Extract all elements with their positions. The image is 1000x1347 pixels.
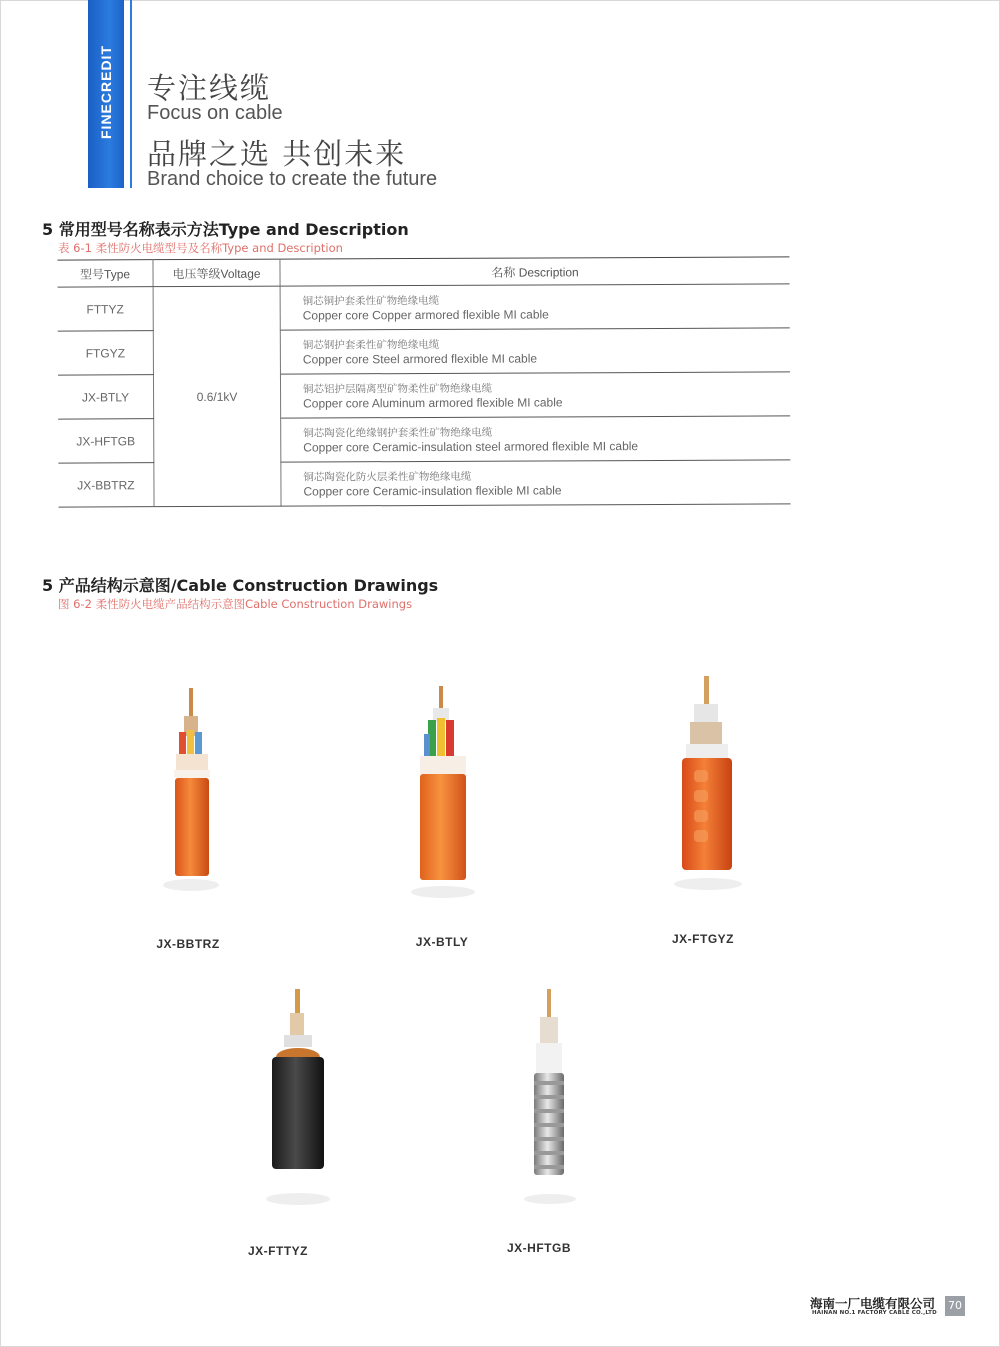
cable-label: JX-HFTGB: [507, 1241, 571, 1255]
column-header-description: 名称 Description: [280, 257, 790, 286]
cable-label: JX-BTLY: [415, 935, 469, 949]
type-description-table: [57, 256, 790, 507]
description-cn: 铜芯铜护套柔性矿物绝缘电缆: [302, 294, 440, 308]
type-cell: FTGYZ: [58, 331, 154, 375]
section-subtitle-type: 表 6-1 柔性防火电缆型号及名称Type and Description: [58, 241, 343, 255]
cable-image-jx-bbtrz: [160, 680, 224, 910]
description-en: Copper core Ceramic-insulation steel armored flexible MI cable: [303, 438, 639, 455]
company-name-cn: 海南一厂电缆有限公司: [810, 1296, 936, 1311]
type-cell: JX-BBTRZ: [58, 463, 154, 507]
cable-image-jx-fttyz: [262, 985, 334, 1215]
description-en: Copper core Ceramic-insulation flexible MI cable: [303, 482, 562, 499]
cable-image-jx-hftgb: [522, 985, 578, 1215]
brand-name: FINECREDIT: [98, 45, 114, 139]
type-cell: FTTYZ: [58, 287, 154, 331]
company-name-en: HAINAN NO.1 FACTORY CABLE CO.,LTD: [812, 1310, 937, 1316]
table-row: [58, 284, 790, 331]
cable-label: JX-FTGYZ: [671, 932, 734, 946]
section-title-type: 5 常用型号名称表示方法Type and Description: [42, 220, 409, 239]
cable-label: JX-BBTRZ: [156, 937, 220, 951]
heading-en-brand: Brand choice to create the future: [147, 168, 438, 190]
voltage-cell: 0.6/1kV: [153, 286, 281, 507]
description-en: Copper core Copper armored flexible MI cable: [302, 306, 549, 323]
description-cn: 铜芯钢护套柔性矿物绝缘电缆: [302, 338, 440, 352]
description-en: Copper core Steel armored flexible MI cable: [302, 351, 538, 367]
description-cell: [281, 416, 791, 462]
description-cn: 铜芯陶瓷化绝缘钢护套柔性矿物绝缘电缆: [303, 426, 493, 440]
description-cell: [280, 284, 790, 330]
heading-en-focus: Focus on cable: [147, 102, 283, 124]
heading-cn-focus: 专注线缆: [147, 71, 272, 105]
column-header-voltage: 电压等级Voltage: [153, 259, 280, 287]
table-header-row: [57, 257, 789, 287]
description-cn: 铜芯陶瓷化防火层柔性矿物绝缘电缆: [303, 470, 472, 484]
description-cell: [280, 372, 790, 418]
description-cell: [281, 460, 791, 506]
cable-image-jx-btly: [408, 680, 478, 910]
cable-label: JX-FTTYZ: [248, 1244, 308, 1258]
type-cell: JX-BTLY: [58, 375, 154, 419]
section-subtitle-construction: 图 6-2 柔性防火电缆产品结构示意图Cable Construction Drawings: [58, 597, 413, 611]
type-cell: JX-HFTGB: [58, 419, 154, 463]
description-cell: [280, 328, 790, 374]
description-cn: 铜芯铝护层隔离型矿物柔性矿物绝缘电缆: [303, 382, 493, 396]
cable-image-jx-ftgyz: [670, 672, 744, 902]
page-number: 70: [945, 1296, 965, 1316]
heading-cn-brand: 品牌之选 共创未来: [147, 137, 407, 171]
description-en: Copper core Aluminum armored flexible MI cable: [303, 394, 563, 411]
section-title-construction: 5 产品结构示意图/Cable Construction Drawings: [42, 576, 439, 595]
column-header-type: 型号Type: [57, 260, 153, 287]
brand-divider: [130, 0, 132, 188]
